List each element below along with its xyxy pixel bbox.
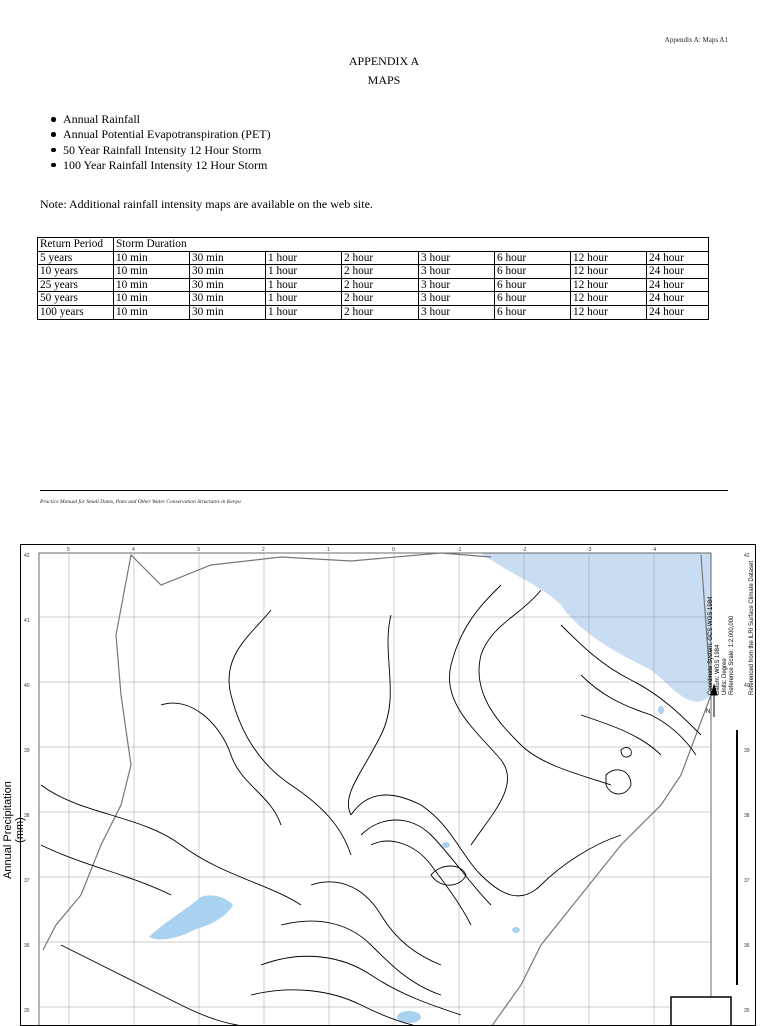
- table-cell: 1 hour: [266, 278, 342, 292]
- lake-small: [658, 706, 664, 714]
- table-cell: 2 hour: [342, 278, 419, 292]
- svg-text:37: 37: [24, 878, 30, 884]
- lake-small: [442, 842, 450, 848]
- note-text: Note: Additional rainfall intensity maps are available on the web site.: [40, 197, 373, 211]
- table-cell: 6 hour: [495, 265, 571, 279]
- info-line: Datum: WGS 1984: [715, 644, 721, 695]
- table-cell: 25 years: [38, 278, 114, 292]
- table-cell: 24 hour: [647, 278, 709, 292]
- header-cell: Storm Duration: [114, 238, 709, 252]
- table-cell: 1 hour: [266, 265, 342, 279]
- map-axis-label: Annual Precipitation (mm): [2, 781, 26, 879]
- table-cell: 1 hour: [266, 305, 342, 319]
- footer-text: Practice Manual for Small Dams, Pans and Other Water Conservation Structures in Kenya: [40, 499, 241, 505]
- table-cell: 6 hour: [495, 251, 571, 265]
- table-cell: 3 hour: [419, 305, 495, 319]
- sea-area: [481, 553, 711, 702]
- table-cell: 24 hour: [647, 265, 709, 279]
- svg-text:1: 1: [327, 547, 330, 553]
- svg-text:40: 40: [744, 683, 750, 689]
- table-row: [38, 292, 709, 306]
- svg-text:36: 36: [24, 943, 30, 949]
- table-cell: 3 hour: [419, 292, 495, 306]
- table-cell: 6 hour: [495, 278, 571, 292]
- table-cell: 5 years: [38, 251, 114, 265]
- svg-text:5: 5: [67, 547, 70, 553]
- table-cell: 12 hour: [571, 278, 647, 292]
- svg-text:3: 3: [197, 547, 200, 553]
- svg-text:39: 39: [744, 748, 750, 754]
- lake-small: [512, 927, 520, 933]
- table-cell: 1 hour: [266, 292, 342, 306]
- footer-rule: [40, 490, 728, 491]
- table-cell: 50 years: [38, 292, 114, 306]
- svg-text:42: 42: [744, 553, 750, 559]
- running-head: Appendix A: Maps A1: [664, 36, 728, 44]
- info-line: Units: Degree: [722, 658, 728, 695]
- svg-text:42: 42: [24, 553, 30, 559]
- svg-text:4: 4: [132, 547, 135, 553]
- table-cell: 10 min: [114, 278, 190, 292]
- table-cell: 30 min: [190, 251, 266, 265]
- svg-text:41: 41: [24, 618, 30, 624]
- lake-turkana: [149, 895, 233, 939]
- table-cell: 12 hour: [571, 292, 647, 306]
- header-cell: Return Period: [38, 238, 114, 252]
- table-cell: 24 hour: [647, 251, 709, 265]
- table-cell: 2 hour: [342, 292, 419, 306]
- map-graphic: [21, 545, 756, 1026]
- table-cell: 24 hour: [647, 292, 709, 306]
- table-cell: 10 min: [114, 305, 190, 319]
- table-cell: 2 hour: [342, 251, 419, 265]
- svg-text:39: 39: [24, 748, 30, 754]
- list-item: 50 Year Rainfall Intensity 12 Hour Storm: [50, 143, 271, 158]
- appendix-title: APPENDIX A: [348, 54, 420, 68]
- table-row: [38, 278, 709, 292]
- table-row: [38, 251, 709, 265]
- table-cell: 3 hour: [419, 278, 495, 292]
- info-line: Reference Scale: 1:2,000,000: [729, 615, 735, 695]
- svg-text:-4: -4: [652, 547, 657, 553]
- info-line: Coordinate System: GCS WGS 1984: [708, 596, 714, 695]
- table-cell: 30 min: [190, 265, 266, 279]
- north-label: N: [706, 709, 711, 715]
- table-header-row: [38, 238, 709, 252]
- table-cell: 10 min: [114, 265, 190, 279]
- list-item: Annual Rainfall: [50, 112, 271, 127]
- table-cell: 30 min: [190, 292, 266, 306]
- table-cell: 24 hour: [647, 305, 709, 319]
- table-cell: 2 hour: [342, 265, 419, 279]
- svg-text:0: 0: [392, 547, 395, 553]
- table-cell: 12 hour: [571, 265, 647, 279]
- svg-text:37: 37: [744, 878, 750, 884]
- svg-text:38: 38: [24, 813, 30, 819]
- svg-text:2: 2: [262, 547, 265, 553]
- annual-precipitation-map: [20, 544, 756, 1026]
- table-cell: 100 years: [38, 305, 114, 319]
- precipitation-contours: [41, 585, 701, 1026]
- svg-text:40: 40: [24, 683, 30, 689]
- svg-text:-2: -2: [522, 547, 527, 553]
- svg-text:38: 38: [744, 813, 750, 819]
- table-cell: 12 hour: [571, 305, 647, 319]
- appendix-subtitle: MAPS: [367, 73, 401, 87]
- svg-text:35: 35: [24, 1008, 30, 1014]
- svg-text:36: 36: [744, 943, 750, 949]
- list-item: Annual Potential Evapotranspiration (PET): [50, 127, 271, 142]
- table-cell: 10 min: [114, 292, 190, 306]
- table-cell: 3 hour: [419, 251, 495, 265]
- table-cell: 1 hour: [266, 251, 342, 265]
- list-item: 100 Year Rainfall Intensity 12 Hour Storm: [50, 158, 271, 173]
- table-cell: 12 hour: [571, 251, 647, 265]
- table-cell: 2 hour: [342, 305, 419, 319]
- svg-text:-3: -3: [587, 547, 592, 553]
- legend-box: [671, 997, 731, 1026]
- table-cell: 30 min: [190, 305, 266, 319]
- svg-text:-1: -1: [457, 547, 462, 553]
- map-list: [50, 112, 271, 173]
- table-cell: 6 hour: [495, 292, 571, 306]
- table-cell: 10 years: [38, 265, 114, 279]
- map-info-block: [705, 552, 757, 702]
- table-cell: 30 min: [190, 278, 266, 292]
- table-cell: 3 hour: [419, 265, 495, 279]
- storm-duration-table: [37, 237, 709, 320]
- table-cell: 6 hour: [495, 305, 571, 319]
- info-line: Referenced from the ILRI Surface Climate Dataset: [749, 560, 755, 695]
- table-cell: 10 min: [114, 251, 190, 265]
- table-row: [38, 305, 709, 319]
- table-row: [38, 265, 709, 279]
- svg-text:35: 35: [744, 1008, 750, 1014]
